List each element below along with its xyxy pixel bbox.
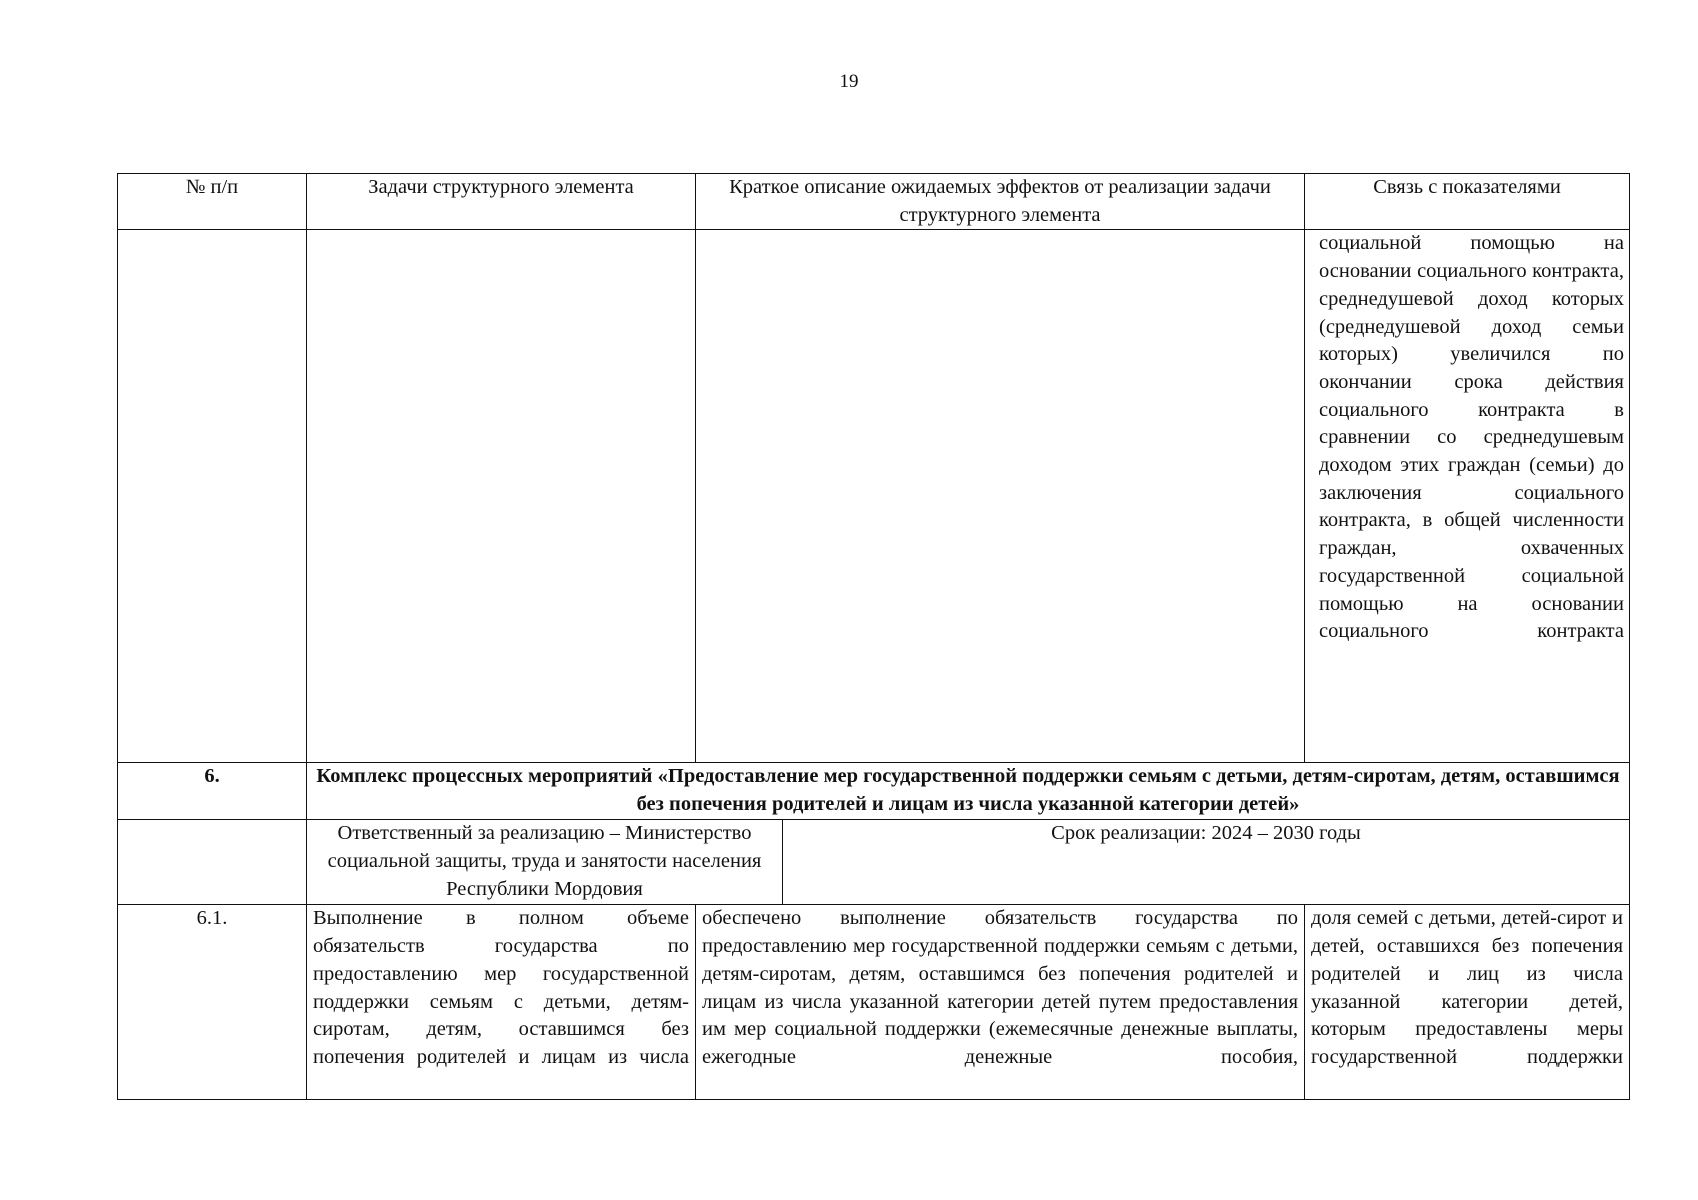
- cell-continuation-indicator: социальной помощью на основании социального контракта, среднедушевой доход которых (среднедушевой доход семьи которых) увеличился по окончании срока действия социального контракта в сравнении со среднедушевым доходом этих граждан (семьи) до заключения социального контракта, в общей численности граждан, охваченных государственной социальной помощью на основании социального контракта: [1305, 230, 1630, 763]
- page-number: 19: [839, 71, 859, 92]
- row-indicator: доля семей с детьми, детей-сирот и детей, оставшихся без попечения родителей и лиц из числа указанной категории детей, которым предоставлены меры государственной поддержки: [1305, 905, 1630, 1100]
- header-task: Задачи структурного элемента: [307, 174, 696, 230]
- header-effect: Краткое описание ожидаемых эффектов от реализации задачи структурного элемента: [696, 174, 1305, 230]
- cell-empty-responsible: [118, 820, 307, 905]
- responsible-row: [118, 820, 1630, 905]
- row-effect: обеспечено выполнение обязательств государства по предоставлению мер государственной поддержки семьям с детьми, детям-сиротам, детям, оставшимся без попечения родителей и лицам из числа указанной категории детей путем предоставления им мер социальной поддержки (ежемесячные денежные выплаты, ежегодные денежные пособия,: [696, 905, 1305, 1100]
- responsible-text: Ответственный за реализацию – Министерство социальной защиты, труда и занятости населения Республики Мордовия: [307, 820, 783, 904]
- cell-empty-effect: [696, 230, 1305, 763]
- row-number: 6.1.: [118, 905, 307, 1100]
- section-title: Комплекс процессных мероприятий «Предоставление мер государственной поддержки семьям с детьми, детям-сиротам, детям, оставшимся без попечения родителей и лицам из числа указанной категории детей»: [307, 763, 1630, 820]
- table-row-continuation: [118, 230, 1630, 763]
- responsible-term-cell: [307, 820, 1630, 905]
- section-row: [118, 763, 1630, 820]
- table-header-row: [118, 174, 1630, 230]
- cell-empty-number: [118, 230, 307, 763]
- section-number: 6.: [118, 763, 307, 820]
- header-indicator: Связь с показателями: [1305, 174, 1630, 230]
- row-task: Выполнение в полном объеме обязательств государства по предоставлению мер государственной поддержки семьям с детьми, детям-сиротам, детям, оставшимся без попечения родителей и лицам из числа: [307, 905, 696, 1100]
- header-number: № п/п: [118, 174, 307, 230]
- term-text: Срок реализации: 2024 – 2030 годы: [1051, 822, 1361, 845]
- cell-empty-task: [307, 230, 696, 763]
- table-row-6-1: [118, 905, 1630, 1100]
- structural-element-table: [117, 173, 1630, 1100]
